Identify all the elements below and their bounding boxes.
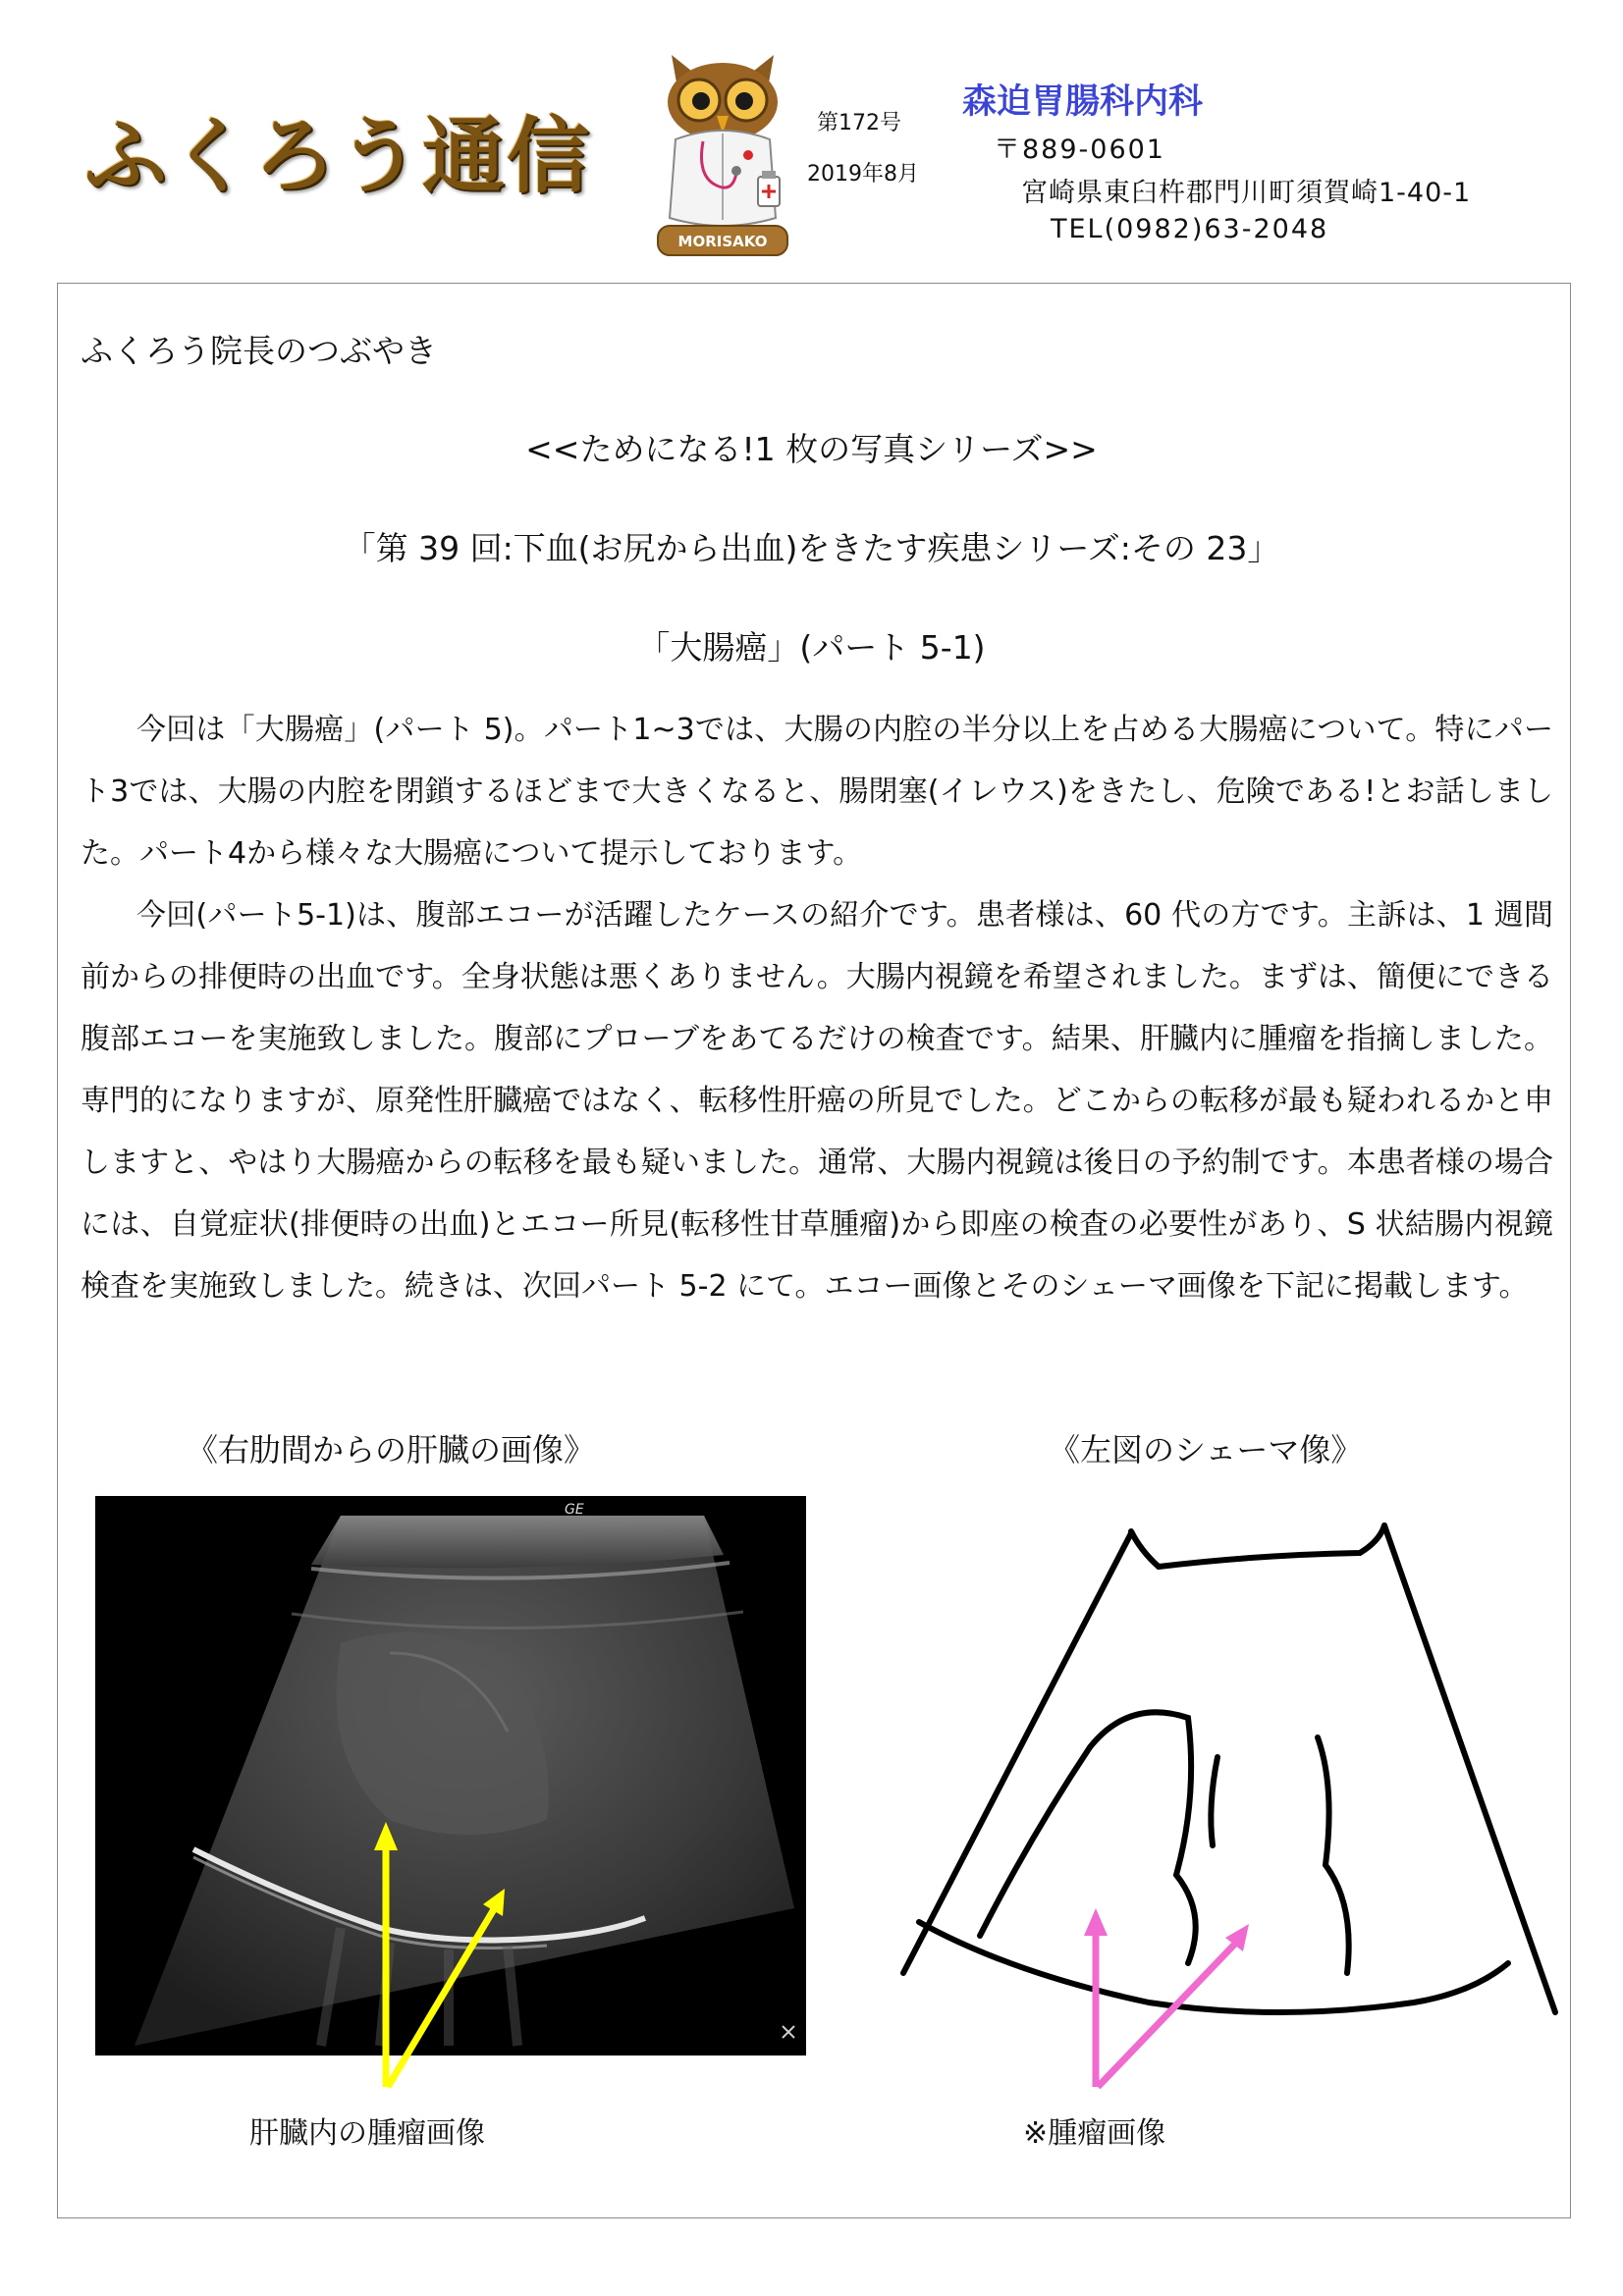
schema-drawing bbox=[864, 1512, 1591, 2101]
owl-red-badge bbox=[743, 150, 753, 160]
ultrasound-vendor-mark: GE bbox=[565, 1502, 584, 1518]
episode-title: 「第 39 回:下血(お尻から出血)をきたす疾患シリーズ:その 23」 bbox=[343, 529, 1280, 567]
issue-number: 第172号 bbox=[817, 111, 901, 135]
issue-date: 2019年8月 bbox=[807, 162, 919, 187]
tumor-label-ultrasound: 肝臓内の腫瘤画像 bbox=[249, 2116, 485, 2151]
series-title: <<ためになる!1 枚の写真シリーズ>> bbox=[525, 430, 1098, 468]
clinic-name: 森迫胃腸科内科 bbox=[962, 82, 1204, 122]
postal-code: 〒889-0601 bbox=[994, 134, 1165, 165]
body-paragraph: 今回(パート5-1)は、腹部エコーが活躍したケースの紹介です。患者様は、60 代の方です。主訴は、1 週間前からの排便時の出血です。全身状態は悪くありません。大腸内視鏡を希望されました。まずは、簡便にできる腹部エコーを実施致しました。腹部にプローブをあてるだけの検査です。結果、肝臓内に腫瘤を指摘しました。専門的になりますが、原発性肝臓癌ではなく、転移性肝癌の所見でした。どこからの転移が最も疑われるかと申しますと、やはり大腸癌からの転移を最も疑いました。通常、大腸内視鏡は後日の予約制です。本患者様の場合には、自覚症状(排便時の出血)とエコー所見(転移性甘草腫瘤)から即座の検査の必要性があり、S 状結腸内視鏡検査を実施致しました。続きは、次回パート 5-2 にて。エコー画像とそのシェーマ画像を下記に掲載します。 bbox=[81, 898, 1553, 1304]
section-heading: ふくろう院長のつぶやき bbox=[81, 332, 437, 370]
schema-right-contour bbox=[1318, 1737, 1349, 1973]
schema-tumor-outline bbox=[980, 1712, 1196, 1963]
clinic-address: 宮崎県東臼杵郡門川町須賀崎1-40-1 bbox=[1021, 178, 1472, 208]
liver-ultrasound-image bbox=[95, 1496, 806, 2056]
schema-fan-right bbox=[1384, 1525, 1555, 2012]
schema-inner-contour bbox=[1211, 1757, 1217, 1845]
clinic-phone: TEL(0982)63-2048 bbox=[1051, 214, 1329, 244]
schema-diaphragm bbox=[919, 1922, 1508, 2012]
logo-text: MORISAKO bbox=[677, 233, 768, 250]
schema-caption: 《左図のシェーマ像》 bbox=[1049, 1431, 1363, 1468]
owl-doctor-logo bbox=[650, 51, 795, 259]
schema-fan-left bbox=[903, 1533, 1131, 1973]
ultrasound-caption: 《右肋間からの肝臓の画像》 bbox=[187, 1431, 596, 1468]
schema-probe-arc bbox=[1131, 1525, 1384, 1567]
newsletter-masthead: ふくろう通信 bbox=[84, 107, 592, 204]
topic-title: 「大腸癌」(パート 5-1) bbox=[637, 628, 986, 667]
article-body bbox=[81, 699, 1553, 1317]
body-paragraph: 今回は「大腸癌」(パート 5)。パート1~3では、大腸の内腔の半分以上を占める大腸癌について。特にパート3では、大腸の内腔を閉鎖するほどまで大きくなると、腸閉塞(イレウス)をきたし、危険である!とお話しました。パート4から様々な大腸癌について提示しております。 bbox=[81, 713, 1553, 871]
tumor-label-schema: ※腫瘤画像 bbox=[1023, 2116, 1166, 2151]
